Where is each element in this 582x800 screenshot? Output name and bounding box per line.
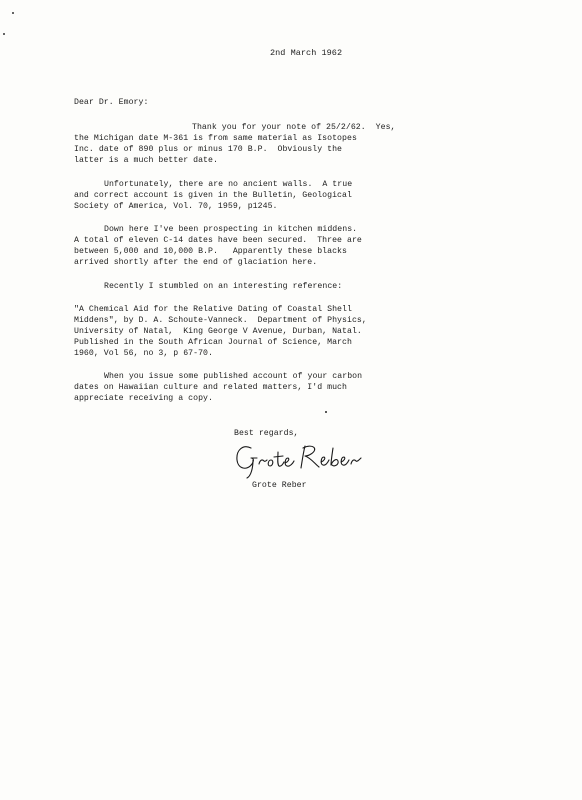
paragraph-2-line: and correct account is given in the Bulletin, Geological: [74, 191, 352, 200]
reference-line: University of Natal, King George V Avenue, Durban, Natal.: [74, 327, 362, 336]
scan-speck: [325, 411, 327, 413]
paragraph-3-line: Down here I've been prospecting in kitchen middens.: [104, 225, 358, 234]
letter-date: 2nd March 1962: [270, 48, 343, 58]
reference-line: "A Chemical Aid for the Relative Dating of Coastal Shell: [74, 305, 352, 314]
paragraph-6-line: dates on Hawaiian culture and related matters, I'd much: [74, 383, 347, 392]
reference-line: Middens", by D. A. Schoute-Vanneck. Department of Physics,: [74, 316, 367, 325]
scan-speck: [12, 12, 14, 14]
paragraph-1-line: the Michigan date M-361 is from same material as Isotopes: [74, 134, 357, 143]
paragraph-2-line: Unfortunately, there are no ancient walls. A true: [104, 180, 353, 189]
signature-name: Grote Reber: [252, 481, 307, 490]
paragraph-1-line: latter is a much better date.: [74, 156, 218, 165]
paragraph-6-line: appreciate receiving a copy.: [74, 394, 213, 403]
scan-speck: [3, 33, 5, 35]
closing: Best regards,: [234, 429, 299, 438]
paragraph-3-line: A total of eleven C-14 dates have been secured. Three are: [74, 236, 362, 245]
paragraph-2-line: Society of America, Vol. 70, 1959, p1245.: [74, 202, 278, 211]
reference-line: Published in the South African Journal of Science, March: [74, 338, 352, 347]
paragraph-3-line: between 5,000 and 10,000 B.P. Apparently these blacks: [74, 247, 347, 256]
paragraph-6-line: When you issue some published account of your carbon: [104, 372, 363, 381]
paragraph-1-line: Thank you for your note of 25/2/62. Yes,: [192, 123, 396, 132]
paragraph-3-line: arrived shortly after the end of glaciation here.: [74, 258, 318, 267]
handwritten-signature: [233, 440, 383, 482]
paragraph-1-line: Inc. date of 890 plus or minus 170 B.P. Obviously the: [74, 145, 343, 154]
paragraph-4-line: Recently I stumbled on an interesting reference:: [104, 282, 343, 291]
salutation: Dear Dr. Emory:: [74, 98, 149, 107]
reference-line: 1960, Vol 56, no 3, p 67-70.: [74, 349, 213, 358]
